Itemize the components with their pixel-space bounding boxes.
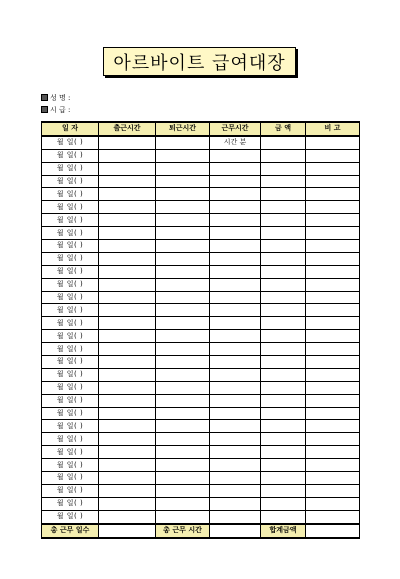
table-row [42, 162, 360, 175]
date-cell: 월 일( ) [42, 343, 99, 356]
notes-cell[interactable] [306, 265, 360, 278]
date-cell: 월 일( ) [42, 227, 99, 240]
clock-in-cell[interactable] [99, 368, 156, 381]
page-title: 아르바이트 급여대장 [103, 47, 296, 76]
table-row [42, 149, 360, 162]
clock-out-cell[interactable] [156, 356, 210, 369]
amount-cell[interactable] [261, 175, 306, 188]
notes-cell[interactable] [306, 291, 360, 304]
date-cell: 월 일( ) [42, 162, 99, 175]
total-days-cell[interactable] [99, 524, 156, 538]
date-cell: 월 일( ) [42, 356, 99, 369]
amount-cell[interactable] [261, 265, 306, 278]
date-cell: 월 일( ) [42, 381, 99, 394]
clock-out-cell[interactable] [156, 472, 210, 485]
table-row [42, 459, 360, 472]
clock-out-cell[interactable] [156, 149, 210, 162]
notes-cell[interactable] [306, 510, 360, 523]
work-hours-cell[interactable] [210, 317, 261, 330]
date-cell: 월 일( ) [42, 149, 99, 162]
table-row [42, 291, 360, 304]
clock-out-cell[interactable] [156, 484, 210, 497]
date-cell: 월 일( ) [42, 175, 99, 188]
amount-cell[interactable] [261, 330, 306, 343]
amount-cell[interactable] [261, 149, 306, 162]
clock-in-cell[interactable] [99, 356, 156, 369]
clock-in-cell[interactable] [99, 149, 156, 162]
clock-in-cell[interactable] [99, 381, 156, 394]
clock-out-cell[interactable] [156, 278, 210, 291]
clock-in-cell[interactable] [99, 265, 156, 278]
work-hours-cell[interactable] [210, 497, 261, 510]
work-hours-cell[interactable] [210, 510, 261, 523]
notes-cell[interactable] [306, 240, 360, 253]
work-hours-cell[interactable] [210, 472, 261, 485]
work-hours-cell[interactable] [210, 304, 261, 317]
clock-in-cell[interactable] [99, 291, 156, 304]
notes-cell[interactable] [306, 317, 360, 330]
work-hours-cell[interactable] [210, 343, 261, 356]
clock-in-cell[interactable] [99, 446, 156, 459]
amount-cell[interactable] [261, 472, 306, 485]
work-hours-cell[interactable] [210, 188, 261, 201]
amount-cell[interactable] [261, 343, 306, 356]
clock-in-cell[interactable] [99, 214, 156, 227]
date-cell: 월 일( ) [42, 459, 99, 472]
work-hours-cell[interactable] [210, 368, 261, 381]
table-row [42, 510, 360, 523]
table-row [42, 484, 360, 497]
date-cell: 월 일( ) [42, 201, 99, 214]
work-hours-cell[interactable] [210, 227, 261, 240]
payroll-table [41, 121, 360, 539]
work-hours-cell[interactable] [210, 420, 261, 433]
amount-cell[interactable] [261, 381, 306, 394]
table-row [42, 201, 360, 214]
work-hours-cell[interactable] [210, 149, 261, 162]
notes-cell[interactable] [306, 356, 360, 369]
notes-cell[interactable] [306, 136, 360, 149]
amount-cell[interactable] [261, 420, 306, 433]
clock-out-cell[interactable] [156, 252, 210, 265]
table-row [42, 278, 360, 291]
amount-cell[interactable] [261, 201, 306, 214]
clock-out-cell[interactable] [156, 317, 210, 330]
square-bullet-icon [41, 106, 48, 113]
header-clock-out: 퇴근시간 [156, 122, 210, 136]
clock-in-cell[interactable] [99, 394, 156, 407]
notes-cell[interactable] [306, 162, 360, 175]
notes-cell[interactable] [306, 472, 360, 485]
clock-in-cell[interactable] [99, 407, 156, 420]
clock-out-cell[interactable] [156, 175, 210, 188]
notes-cell[interactable] [306, 214, 360, 227]
work-hours-cell[interactable] [210, 291, 261, 304]
clock-out-cell[interactable] [156, 433, 210, 446]
amount-cell[interactable] [261, 510, 306, 523]
amount-cell[interactable] [261, 214, 306, 227]
amount-cell[interactable] [261, 136, 306, 149]
amount-cell[interactable] [261, 356, 306, 369]
table-row [42, 188, 360, 201]
work-hours-cell[interactable] [210, 433, 261, 446]
amount-cell[interactable] [261, 188, 306, 201]
table-row [42, 497, 360, 510]
work-hours-cell[interactable] [210, 394, 261, 407]
clock-out-cell[interactable] [156, 304, 210, 317]
notes-cell[interactable] [306, 446, 360, 459]
notes-cell[interactable] [306, 149, 360, 162]
work-hours-cell[interactable] [210, 175, 261, 188]
table-row [42, 214, 360, 227]
date-cell: 월 일( ) [42, 330, 99, 343]
work-hours-cell[interactable] [210, 201, 261, 214]
amount-cell[interactable] [261, 446, 306, 459]
work-hours-cell[interactable]: 시간 분 [210, 136, 261, 149]
table-row [42, 304, 360, 317]
total-hours-cell[interactable] [210, 524, 261, 538]
date-cell: 월 일( ) [42, 304, 99, 317]
amount-cell[interactable] [261, 497, 306, 510]
notes-cell[interactable] [306, 407, 360, 420]
table-row [42, 381, 360, 394]
date-cell: 월 일( ) [42, 446, 99, 459]
work-hours-cell[interactable] [210, 265, 261, 278]
notes-cell[interactable] [306, 330, 360, 343]
date-cell: 월 일( ) [42, 265, 99, 278]
notes-cell[interactable] [306, 188, 360, 201]
notes-cell[interactable] [306, 433, 360, 446]
header-work-hours: 근무시간 [210, 122, 261, 136]
clock-in-cell[interactable] [99, 459, 156, 472]
clock-in-cell[interactable] [99, 484, 156, 497]
table-row [42, 136, 360, 149]
amount-cell[interactable] [261, 407, 306, 420]
table-row [42, 265, 360, 278]
clock-in-cell[interactable] [99, 162, 156, 175]
notes-cell[interactable] [306, 394, 360, 407]
date-cell: 월 일( ) [42, 278, 99, 291]
clock-in-cell[interactable] [99, 227, 156, 240]
date-cell: 월 일( ) [42, 433, 99, 446]
clock-in-cell[interactable] [99, 317, 156, 330]
clock-in-cell[interactable] [99, 201, 156, 214]
clock-in-cell[interactable] [99, 175, 156, 188]
table-row [42, 227, 360, 240]
work-hours-cell[interactable] [210, 330, 261, 343]
header-date: 일 자 [42, 122, 99, 136]
table-row [42, 240, 360, 253]
clock-in-cell[interactable] [99, 497, 156, 510]
table-row [42, 407, 360, 420]
table-row [42, 175, 360, 188]
clock-out-cell[interactable] [156, 407, 210, 420]
amount-cell[interactable] [261, 317, 306, 330]
amount-cell[interactable] [261, 278, 306, 291]
total-amount-cell[interactable] [306, 524, 360, 538]
notes-cell[interactable] [306, 278, 360, 291]
amount-cell[interactable] [261, 394, 306, 407]
amount-cell[interactable] [261, 252, 306, 265]
notes-cell[interactable] [306, 368, 360, 381]
notes-cell[interactable] [306, 484, 360, 497]
work-hours-cell[interactable] [210, 214, 261, 227]
table-row [42, 368, 360, 381]
clock-out-cell[interactable] [156, 227, 210, 240]
hourly-wage-label: 시 급 : [41, 106, 70, 114]
work-hours-cell[interactable] [210, 381, 261, 394]
work-hours-cell[interactable] [210, 252, 261, 265]
table-row [42, 433, 360, 446]
clock-out-cell[interactable] [156, 510, 210, 523]
date-cell: 월 일( ) [42, 510, 99, 523]
clock-out-cell[interactable] [156, 420, 210, 433]
clock-out-cell[interactable] [156, 291, 210, 304]
total-amount-label: 합계금액 [261, 524, 306, 538]
date-cell: 월 일( ) [42, 136, 99, 149]
name-label: 성 명 : [41, 94, 70, 102]
clock-out-cell[interactable] [156, 188, 210, 201]
work-hours-cell[interactable] [210, 162, 261, 175]
amount-cell[interactable] [261, 291, 306, 304]
clock-out-cell[interactable] [156, 446, 210, 459]
amount-cell[interactable] [261, 227, 306, 240]
totals-row [42, 524, 360, 538]
date-cell: 월 일( ) [42, 252, 99, 265]
clock-in-cell[interactable] [99, 420, 156, 433]
notes-cell[interactable] [306, 381, 360, 394]
notes-cell[interactable] [306, 304, 360, 317]
date-cell: 월 일( ) [42, 420, 99, 433]
table-row [42, 394, 360, 407]
table-row [42, 446, 360, 459]
date-cell: 월 일( ) [42, 317, 99, 330]
clock-in-cell[interactable] [99, 472, 156, 485]
clock-out-cell[interactable] [156, 240, 210, 253]
amount-cell[interactable] [261, 459, 306, 472]
clock-in-cell[interactable] [99, 510, 156, 523]
clock-out-cell[interactable] [156, 343, 210, 356]
total-days-label: 총 근무 일수 [42, 524, 99, 538]
amount-cell[interactable] [261, 162, 306, 175]
date-cell: 월 일( ) [42, 188, 99, 201]
notes-cell[interactable] [306, 175, 360, 188]
table-row [42, 317, 360, 330]
date-cell: 월 일( ) [42, 407, 99, 420]
table-row [42, 330, 360, 343]
amount-cell[interactable] [261, 433, 306, 446]
date-cell: 월 일( ) [42, 291, 99, 304]
date-cell: 월 일( ) [42, 484, 99, 497]
date-cell: 월 일( ) [42, 472, 99, 485]
work-hours-cell[interactable] [210, 407, 261, 420]
clock-in-cell[interactable] [99, 240, 156, 253]
notes-cell[interactable] [306, 227, 360, 240]
work-hours-cell[interactable] [210, 240, 261, 253]
clock-out-cell[interactable] [156, 201, 210, 214]
table-row [42, 252, 360, 265]
table-row [42, 343, 360, 356]
amount-cell[interactable] [261, 368, 306, 381]
amount-cell[interactable] [261, 484, 306, 497]
amount-cell[interactable] [261, 240, 306, 253]
notes-cell[interactable] [306, 343, 360, 356]
header-notes: 비 고 [306, 122, 360, 136]
notes-cell[interactable] [306, 420, 360, 433]
table-row [42, 472, 360, 485]
clock-out-cell[interactable] [156, 136, 210, 149]
work-hours-cell[interactable] [210, 459, 261, 472]
date-cell: 월 일( ) [42, 214, 99, 227]
clock-out-cell[interactable] [156, 214, 210, 227]
work-hours-cell[interactable] [210, 484, 261, 497]
clock-out-cell[interactable] [156, 497, 210, 510]
table-row [42, 420, 360, 433]
work-hours-cell[interactable] [210, 278, 261, 291]
clock-in-cell[interactable] [99, 278, 156, 291]
table-header-row [42, 122, 360, 136]
clock-in-cell[interactable] [99, 433, 156, 446]
clock-in-cell[interactable] [99, 343, 156, 356]
header-clock-in: 출근시간 [99, 122, 156, 136]
clock-out-cell[interactable] [156, 265, 210, 278]
clock-out-cell[interactable] [156, 459, 210, 472]
clock-out-cell[interactable] [156, 368, 210, 381]
total-hours-label: 총 근무 시간 [156, 524, 210, 538]
notes-cell[interactable] [306, 497, 360, 510]
date-cell: 월 일( ) [42, 497, 99, 510]
date-cell: 월 일( ) [42, 394, 99, 407]
table-row [42, 356, 360, 369]
date-cell: 월 일( ) [42, 240, 99, 253]
notes-cell[interactable] [306, 459, 360, 472]
clock-out-cell[interactable] [156, 162, 210, 175]
clock-out-cell[interactable] [156, 394, 210, 407]
amount-cell[interactable] [261, 304, 306, 317]
notes-cell[interactable] [306, 252, 360, 265]
work-hours-cell[interactable] [210, 356, 261, 369]
clock-in-cell[interactable] [99, 188, 156, 201]
clock-out-cell[interactable] [156, 381, 210, 394]
clock-out-cell[interactable] [156, 330, 210, 343]
clock-in-cell[interactable] [99, 252, 156, 265]
clock-in-cell[interactable] [99, 136, 156, 149]
work-hours-cell[interactable] [210, 446, 261, 459]
header-amount: 금 액 [261, 122, 306, 136]
notes-cell[interactable] [306, 201, 360, 214]
clock-in-cell[interactable] [99, 304, 156, 317]
square-bullet-icon [41, 94, 48, 101]
clock-in-cell[interactable] [99, 330, 156, 343]
date-cell: 월 일( ) [42, 368, 99, 381]
